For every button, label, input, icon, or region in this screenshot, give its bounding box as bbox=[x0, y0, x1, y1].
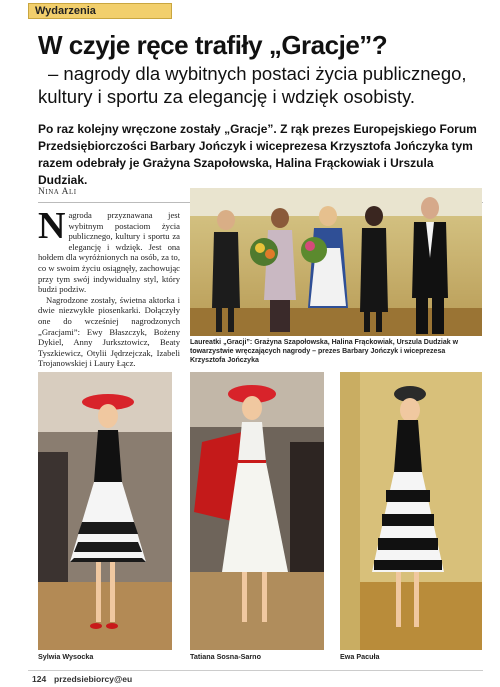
body-paragraph-1-text: agroda przyznawana jest wybitnym postaciom życia publicznego, kultury i sportu za elegancję i wdzięk. Jest ona hołdem dla wyróżnionych na osób, za to, co w swoim życiu osiągnęły, zachowując przy tym swój indywidualny styl, który budzi podziw. bbox=[38, 210, 180, 295]
runway-photo-1 bbox=[38, 372, 172, 650]
author-byline: Nina Ali bbox=[38, 187, 77, 197]
publication-site: przedsiebiorcy@eu bbox=[54, 674, 133, 684]
body-paragraph-1 bbox=[38, 205, 180, 295]
article-lead: Po raz kolejny wręczone zostały „Gracje”. Z rąk prezes Europejskiego Forum Przedsiębiorczości Barbary Jończyk i wiceprezesa Krzysztofa Jończyka tym razem odebrały je Grażyna Szapołowska, Halina Frąckowiak i Urszula Dudziak. bbox=[38, 122, 477, 187]
runway-photo-2-graphic bbox=[190, 372, 324, 650]
photo-1-caption: Sylwia Wysocka bbox=[38, 652, 94, 661]
page-number: 124 bbox=[32, 674, 47, 684]
runway-photo-3-graphic bbox=[340, 372, 482, 650]
article-title: W czyje ręce trafiły „Gracje”? bbox=[38, 30, 388, 60]
drop-cap: N bbox=[38, 205, 66, 247]
article-body bbox=[38, 205, 180, 369]
runway-photo-3 bbox=[340, 372, 482, 650]
section-label: Wydarzenia bbox=[28, 3, 172, 19]
footer-divider bbox=[28, 670, 483, 671]
runway-photo-1-graphic bbox=[38, 372, 172, 650]
ceremony-photo-graphic bbox=[190, 188, 482, 336]
ceremony-photo bbox=[190, 188, 482, 336]
photo-2-caption: Tatiana Sosna-Sarno bbox=[190, 652, 261, 661]
article-subtitle bbox=[38, 62, 488, 108]
subtitle-line-1: – nagrody dla wybitnych postaci życia publicznego, bbox=[48, 63, 467, 84]
body-paragraph-2: Nagrodzone zostały, świetna aktorka i dwie niezwykłe piosenkarki. Dołączyły one do wcześniej nagrodzonych „Gracjami”: Ewy Błaszczyk, Bożeny Dykiel, Anny Jurksztowicz, Beaty Tyszkiewicz, Otylii Jędrzejczak, Izabeli Trojanowskiej i Laury Łącz. bbox=[38, 294, 180, 369]
ceremony-photo-caption: Laureatki „Gracji”: Grażyna Szapołowska, Halina Frąckowiak, Urszula Dudziak w towarzystwie wręczających nagrody – prezes Barbary Jończyk i wiceprezesa Krzysztofa Jończyka bbox=[190, 339, 459, 364]
subtitle-line-2: kultury i sportu za elegancję i wdzięk osobisty. bbox=[38, 86, 416, 107]
photo-3-caption: Ewa Pacuła bbox=[340, 652, 380, 661]
runway-photo-2 bbox=[190, 372, 324, 650]
